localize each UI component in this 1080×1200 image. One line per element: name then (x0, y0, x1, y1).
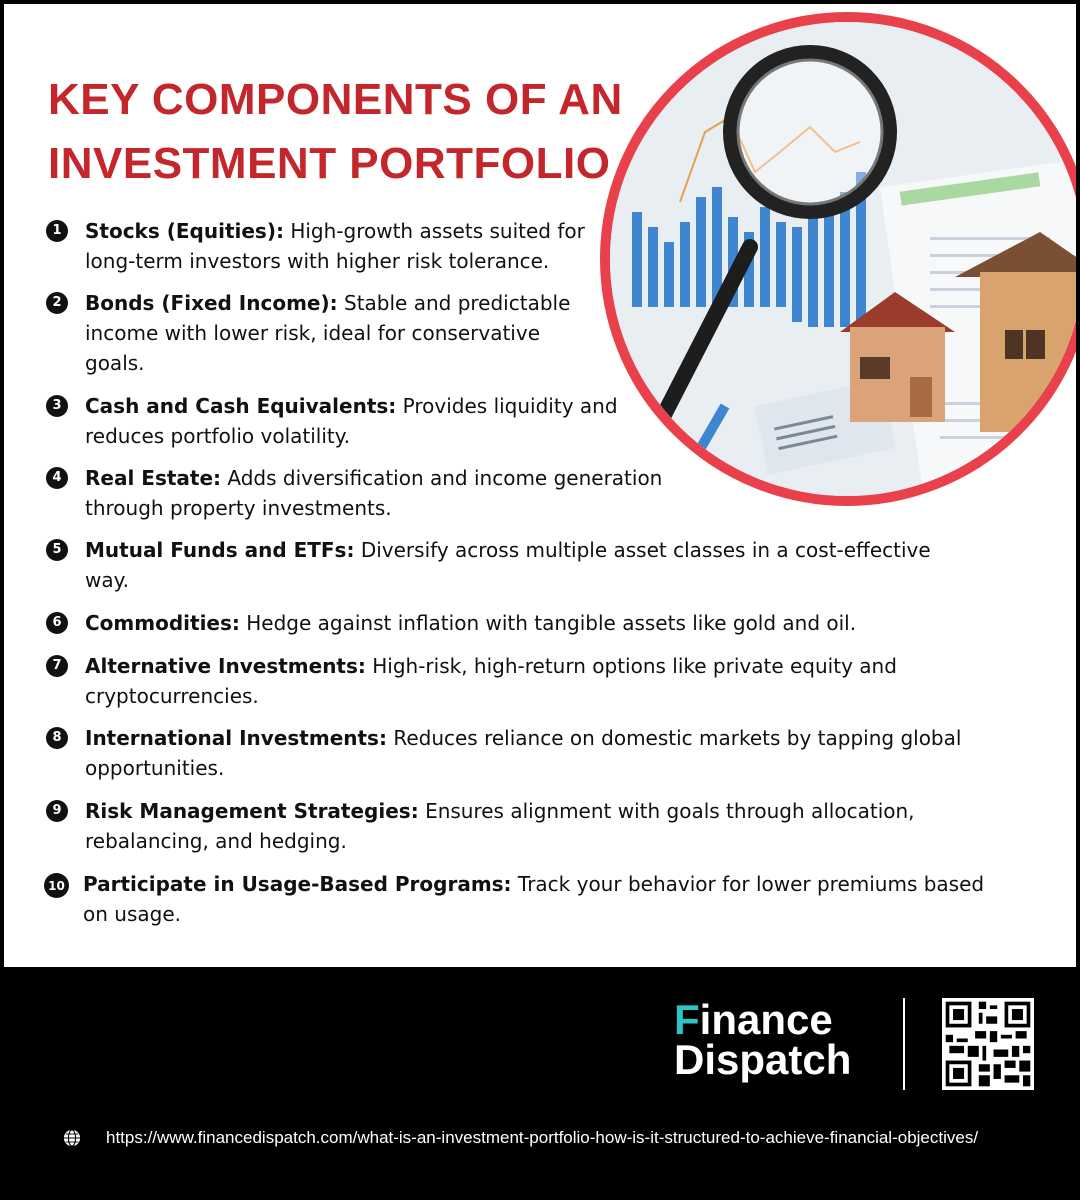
item-text (85, 651, 897, 711)
item-term: Participate in Usage-Based Programs: (83, 872, 512, 896)
item-number-badge: 9 (46, 800, 68, 822)
item-desc-line-1: Adds diversification and income generation (227, 466, 663, 490)
item-term: Commodities: (85, 611, 240, 635)
item-text (85, 535, 931, 595)
item-term: Risk Management Strategies: (85, 799, 419, 823)
item-desc-line-2: rebalancing, and hedging. (85, 829, 347, 853)
item-desc-line-2: way. (85, 568, 129, 592)
item-number-badge: 7 (46, 655, 68, 677)
item-desc-line-2: long-term investors with higher risk tolerance. (85, 249, 550, 273)
list-item (46, 391, 646, 451)
source-url[interactable]: https://www.financedispatch.com/what-is-an-investment-portfolio-how-is-it-structured-to-achieve-financial-objectives/ (106, 1128, 979, 1147)
item-term: Alternative Investments: (85, 654, 366, 678)
item-text (85, 723, 961, 783)
list-item (46, 216, 646, 276)
item-text (85, 216, 585, 276)
item-desc-line-2: on usage. (83, 902, 181, 926)
list-item (46, 608, 1006, 638)
item-desc-line-2: opportunities. (85, 756, 225, 780)
item-number-badge: 2 (46, 292, 68, 314)
item-desc-line-2: cryptocurrencies. (85, 684, 259, 708)
qr-code[interactable] (942, 998, 1034, 1090)
qr-code-pattern (942, 998, 1034, 1090)
content-card (4, 4, 1076, 967)
item-number-badge: 4 (46, 467, 68, 489)
item-term: Mutual Funds and ETFs: (85, 538, 355, 562)
item-desc-line-1: Diversify across multiple asset classes in a cost-effective (360, 538, 931, 562)
item-desc-line-3: goals. (85, 351, 145, 375)
logo-line-2: Dispatch (674, 1036, 852, 1083)
item-number-badge: 3 (46, 395, 68, 417)
item-number-badge: 1 (46, 220, 68, 242)
item-term: International Investments: (85, 726, 387, 750)
finance-illustration (610, 22, 1076, 496)
list-item (46, 463, 706, 523)
item-term: Bonds (Fixed Income): (85, 291, 338, 315)
list-item (46, 651, 1006, 711)
list-item (46, 796, 1006, 856)
title-line-2: INVESTMENT PORTFOLIO (48, 139, 611, 188)
list-item (44, 869, 1014, 929)
logo-line-1: Finance (674, 996, 833, 1043)
item-number-badge: 6 (46, 612, 68, 634)
item-desc-line-1: Track your behavior for lower premiums based (517, 872, 985, 896)
list-item (46, 288, 646, 378)
list-item (46, 723, 1006, 783)
item-text (83, 869, 984, 929)
item-desc-line-2: reduces portfolio volatility. (85, 424, 351, 448)
footer-divider (903, 998, 905, 1090)
globe-icon (63, 1129, 81, 1147)
item-number-badge: 10 (44, 873, 69, 898)
item-desc-line-1: Reduces reliance on domestic markets by tapping global (393, 726, 962, 750)
item-text (85, 463, 662, 523)
item-text (85, 391, 618, 451)
item-text (85, 796, 915, 856)
title-line-1: KEY COMPONENTS OF AN (48, 75, 623, 124)
item-desc-line-1: Ensures alignment with goals through allocation, (425, 799, 915, 823)
item-text (85, 608, 856, 638)
item-term: Stocks (Equities): (85, 219, 284, 243)
item-desc-line-1: Provides liquidity and (402, 394, 618, 418)
item-text (85, 288, 570, 378)
item-desc-line-2: income with lower risk, ideal for conservative (85, 321, 540, 345)
item-desc-line-1: Hedge against inflation with tangible assets like gold and oil. (246, 611, 857, 635)
item-number-badge: 8 (46, 727, 68, 749)
item-desc-line-1: High-risk, high-return options like private equity and (372, 654, 897, 678)
item-desc-line-2: through property investments. (85, 496, 392, 520)
item-term: Cash and Cash Equivalents: (85, 394, 397, 418)
item-desc-line-1: High-growth assets suited for (290, 219, 585, 243)
list-item (46, 535, 1006, 595)
finance-dispatch-logo (674, 996, 852, 1083)
item-desc-line-1: Stable and predictable (344, 291, 571, 315)
page-title (48, 68, 648, 196)
magnifier-houses-illustration (600, 12, 1076, 506)
item-term: Real Estate: (85, 466, 222, 490)
item-number-badge: 5 (46, 539, 68, 561)
